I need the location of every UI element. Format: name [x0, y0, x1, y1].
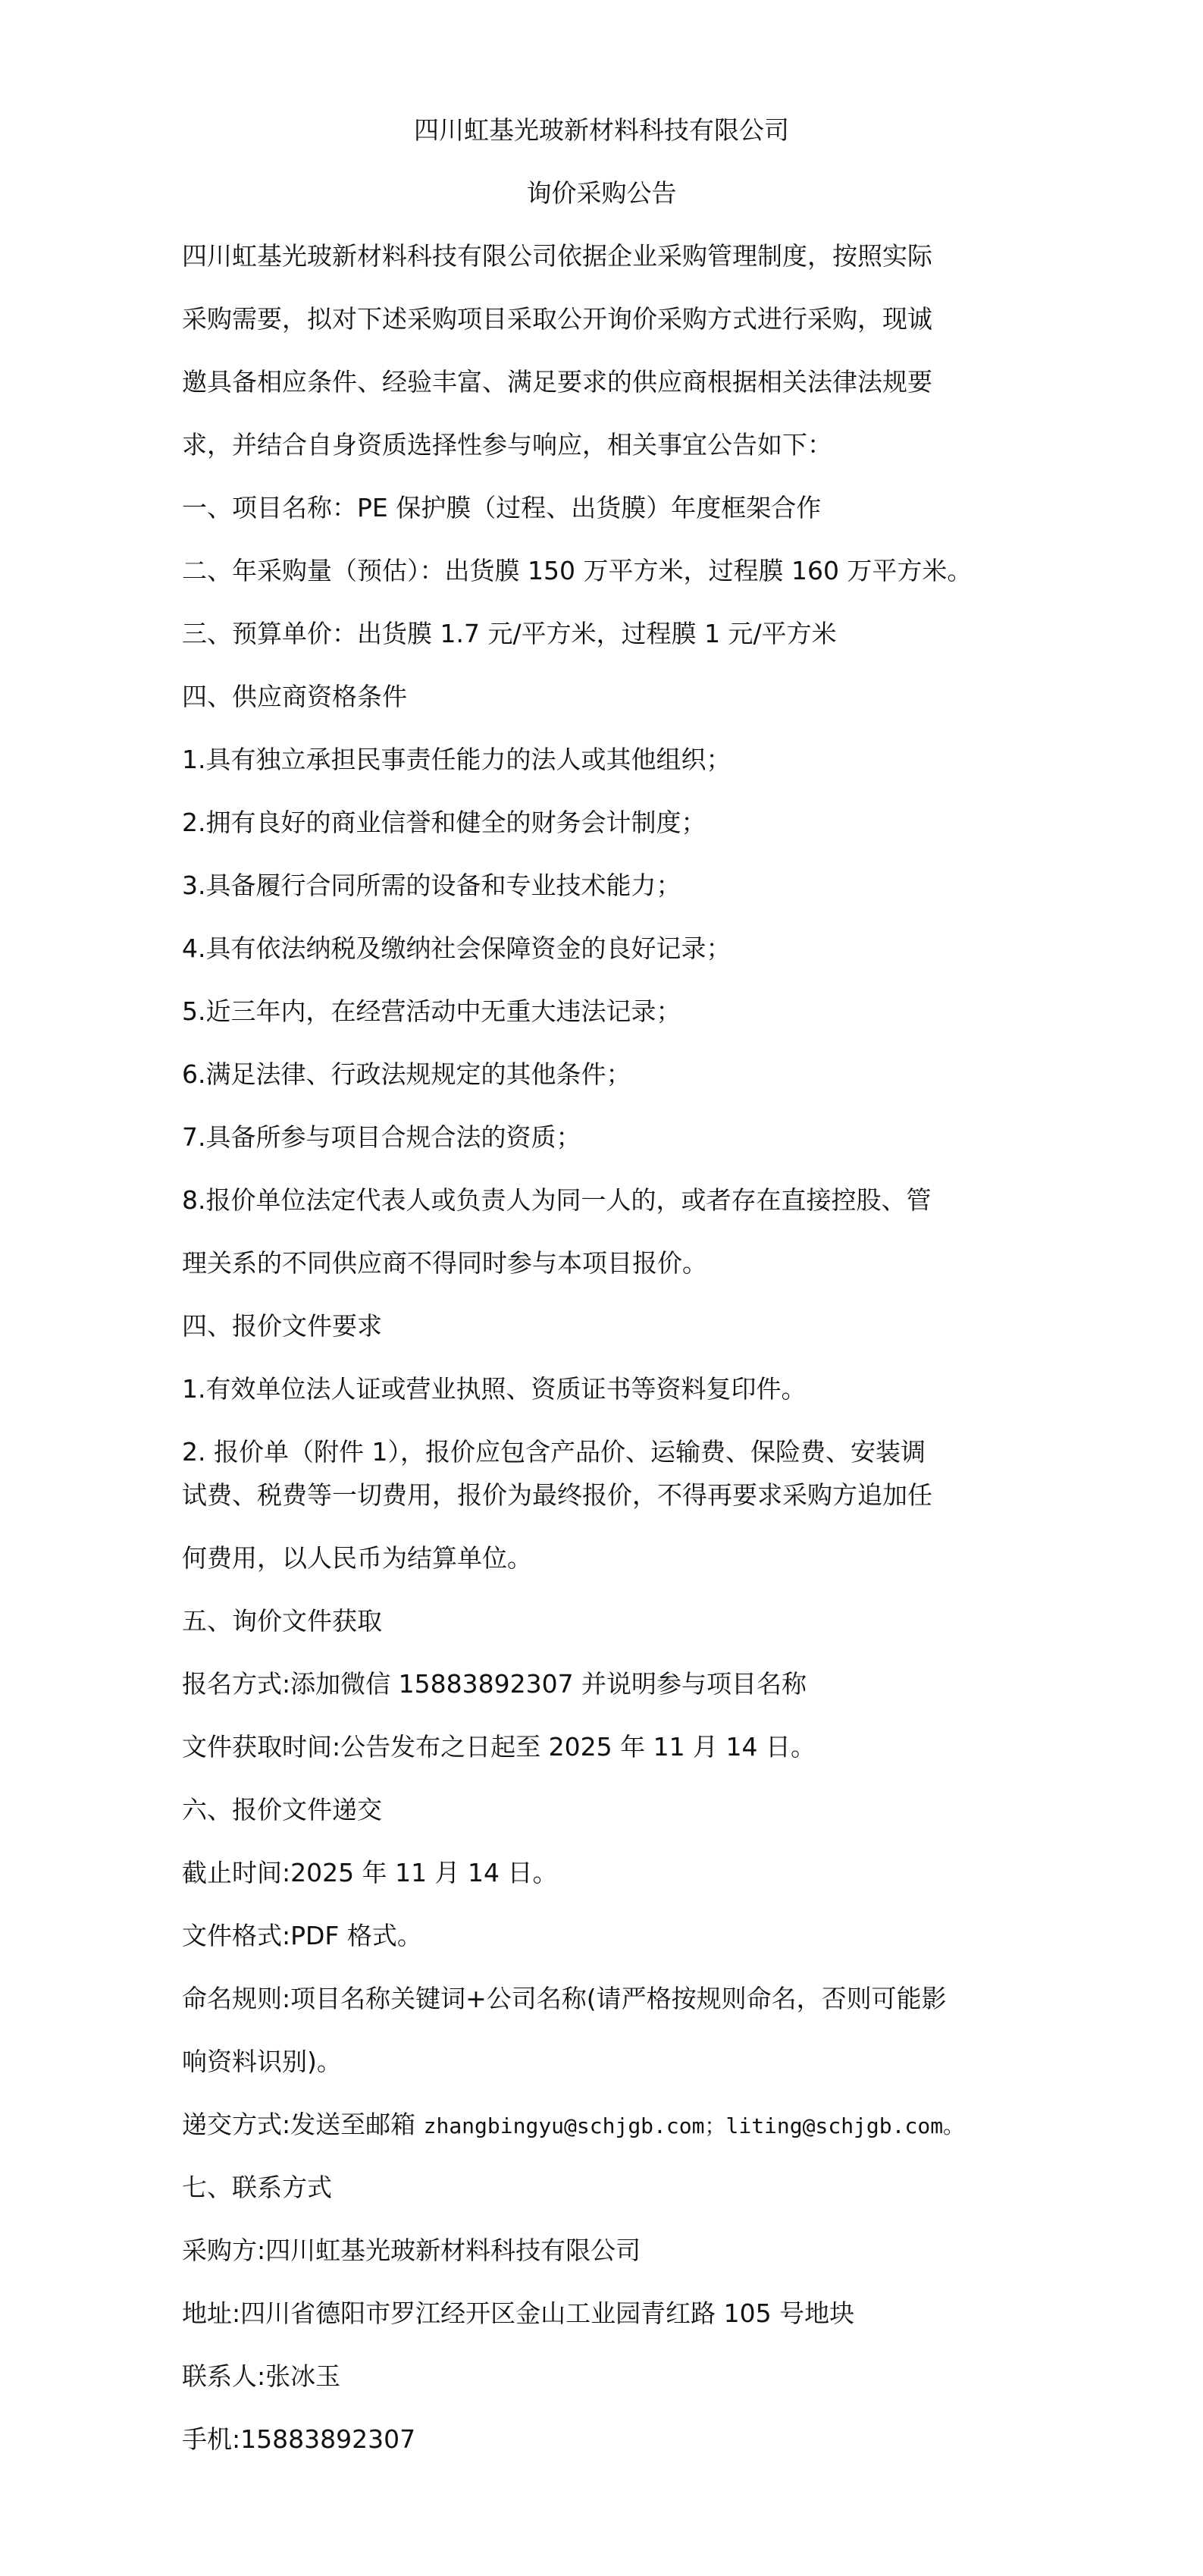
- notice-title: 询价采购公告: [526, 178, 677, 208]
- file-format: 文件格式:PDF 格式。: [182, 1921, 422, 1950]
- supplier-item: 4.具有依法纳税及缴纳社会保障资金的良好记录；: [182, 933, 732, 963]
- intro-line-3: 邀具备相应条件、经验丰富、满足要求的供应商根据相关法律法规要: [182, 367, 932, 397]
- quote-item-2-line-2: 试费、税费等一切费用，报价为最终报价，不得再要求采购方追加任: [182, 1480, 932, 1510]
- intro-line-2: 采购需要，拟对下述采购项目采取公开询价采购方式进行采购，现诚: [182, 304, 932, 334]
- quote-requirements-heading: 四、报价文件要求: [182, 1311, 382, 1341]
- supplier-item: 5.近三年内，在经营活动中无重大违法记录；: [182, 996, 681, 1026]
- quote-item-2-line-3: 何费用，以人民币为结算单位。: [182, 1543, 532, 1573]
- submit-method: [182, 2110, 964, 2141]
- submission-deadline: 截止时间:2025 年 11 月 14 日。: [182, 1858, 558, 1887]
- project-name: 一、项目名称：PE 保护膜（过程、出货膜）年度框架合作: [182, 493, 822, 522]
- buyer-address: 地址:四川省德阳市罗江经开区金山工业园青红路 105 号地块: [182, 2298, 855, 2328]
- contact-mobile: 手机:15883892307: [182, 2424, 416, 2454]
- contact-heading: 七、联系方式: [182, 2173, 332, 2202]
- signup-method: 报名方式:添加微信 15883892307 并说明参与项目名称: [182, 1669, 807, 1699]
- submit-method-label: 递交方式:发送至邮箱: [182, 2110, 424, 2139]
- supplier-item-8-line-1: 8.报价单位法定代表人或负责人为同一人的，或者存在直接控股、管: [182, 1185, 932, 1215]
- supplier-item: 7.具备所参与项目合规合法的资质；: [182, 1122, 581, 1152]
- quote-item-2-line-1: 2. 报价单（附件 1），报价应包含产品价、运输费、保险费、安装调: [182, 1437, 926, 1467]
- supplier-item: 1.具有独立承担民事责任能力的法人或其他组织；: [182, 745, 732, 774]
- obtain-time: 文件获取时间:公告发布之日起至 2025 年 11 月 14 日。: [182, 1732, 816, 1762]
- supplier-item: 2.拥有良好的商业信誉和健全的财务会计制度；: [182, 808, 706, 837]
- contact-person: 联系人:张冰玉: [182, 2361, 341, 2391]
- buyer-name: 采购方:四川虹基光玻新材料科技有限公司: [182, 2236, 641, 2265]
- submit-emails: zhangbingyu@schjgb.com；liting@schjgb.com。: [423, 2113, 965, 2138]
- naming-rule-line-2: 响资料识别)。: [182, 2047, 342, 2076]
- supplier-qualification-heading: 四、供应商资格条件: [182, 682, 407, 711]
- intro-line-1: 四川虹基光玻新材料科技有限公司依据企业采购管理制度，按照实际: [182, 241, 932, 271]
- budget-price: 三、预算单价：出货膜 1.7 元/平方米，过程膜 1 元/平方米: [182, 619, 837, 648]
- supplier-item: 3.具备履行合同所需的设备和专业技术能力；: [182, 871, 681, 900]
- quote-item-1: 1.有效单位法人证或营业执照、资质证书等资料复印件。: [182, 1374, 807, 1404]
- supplier-item: 6.满足法律、行政法规规定的其他条件；: [182, 1059, 631, 1089]
- supplier-item-8-line-2: 理关系的不同供应商不得同时参与本项目报价。: [182, 1248, 707, 1278]
- document-obtain-heading: 五、询价文件获取: [182, 1606, 382, 1636]
- naming-rule-line-1: 命名规则:项目名称关键词+公司名称(请严格按规则命名，否则可能影: [182, 1984, 947, 2013]
- document-submit-heading: 六、报价文件递交: [182, 1795, 382, 1825]
- company-title: 四川虹基光玻新材料科技有限公司: [414, 115, 789, 145]
- intro-line-4: 求，并结合自身资质选择性参与响应，相关事宜公告如下：: [182, 430, 832, 460]
- annual-volume: 二、年采购量（预估）：出货膜 150 万平方米，过程膜 160 万平方米。: [182, 556, 973, 585]
